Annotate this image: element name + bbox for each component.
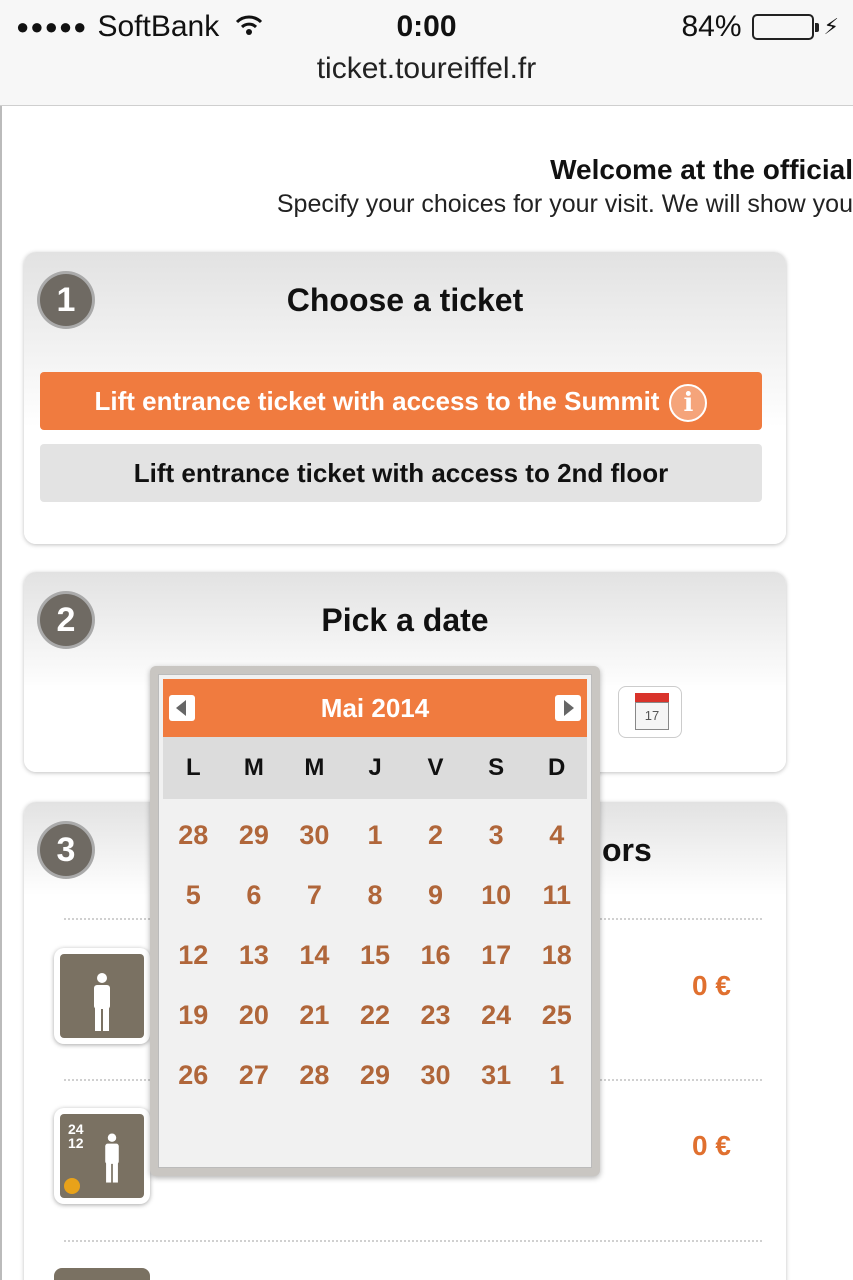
calendar-day[interactable]: 12: [178, 940, 209, 970]
battery-percent: 84%: [681, 10, 742, 43]
step1-badge: 1: [40, 274, 92, 326]
calendar-day[interactable]: 9: [428, 880, 444, 910]
calendar-day[interactable]: 1: [367, 820, 383, 850]
calendar-day[interactable]: 7: [306, 880, 322, 910]
weekday-label: D: [548, 754, 566, 781]
clock: 0:00: [396, 10, 457, 43]
calendar-icon-day: 17: [635, 702, 669, 730]
calendar-day[interactable]: 29: [359, 1060, 391, 1090]
welcome-subtitle: Specify your choices for your visit. We will show you: [276, 190, 853, 218]
chevron-left-icon: [176, 700, 186, 716]
info-icon[interactable]: i: [669, 384, 707, 422]
youth-person-icon: [54, 1108, 150, 1204]
person-glyph-icon: [101, 1132, 123, 1184]
weekday-label: V: [427, 754, 444, 781]
prev-month-button[interactable]: [169, 695, 195, 721]
calendar-day[interactable]: 4: [549, 820, 565, 850]
row-divider: [64, 1240, 762, 1242]
calendar-day[interactable]: 2: [428, 820, 444, 850]
calendar-day[interactable]: 19: [178, 1000, 209, 1030]
calendar-day[interactable]: 26: [178, 1060, 209, 1090]
calendar-day[interactable]: 15: [359, 940, 391, 970]
calendar-day[interactable]: 10: [481, 880, 512, 910]
welcome-heading: Welcome at the official: [550, 154, 853, 185]
adult-price: 0 €: [692, 970, 731, 1001]
datepicker-header: [163, 679, 587, 737]
calendar-day[interactable]: 16: [420, 940, 451, 970]
calendar-day[interactable]: 8: [367, 880, 383, 910]
calendar-day[interactable]: 6: [246, 880, 262, 910]
chevron-right-icon: [564, 700, 574, 716]
weekday-label: J: [368, 754, 382, 781]
calendar-day[interactable]: 13: [238, 940, 269, 970]
calendar-day[interactable]: 18: [541, 940, 572, 970]
status-bar: [0, 8, 853, 48]
weekday-label: M: [304, 754, 325, 781]
calendar-day[interactable]: 31: [481, 1060, 512, 1090]
calendar-day[interactable]: 27: [238, 1060, 269, 1090]
calendar-day[interactable]: 20: [238, 1000, 269, 1030]
datepicker-body: [158, 674, 592, 1168]
coin-badge-icon: [64, 1178, 80, 1194]
person-glyph-icon: [89, 972, 115, 1032]
calendar-day[interactable]: 23: [420, 1000, 451, 1030]
calendar-day[interactable]: 22: [359, 1000, 391, 1030]
step2-badge: 2: [40, 594, 92, 646]
calendar-day[interactable]: 25: [541, 1000, 572, 1030]
next-row-icon-partial: [54, 1268, 150, 1280]
month-label: Mai 2014: [320, 693, 430, 723]
calendar-day[interactable]: 28: [178, 820, 209, 850]
battery-group: [682, 10, 840, 44]
address-bar[interactable]: ticket.toureiffel.fr: [316, 52, 537, 85]
ticket-option-summit[interactable]: [40, 372, 762, 430]
calendar-day[interactable]: 17: [481, 940, 512, 970]
ticket-option-2nd-floor-label: Lift entrance ticket with access to 2nd floor: [133, 458, 669, 488]
datepicker-popup: [150, 666, 600, 1176]
age-range-text: 24 12: [68, 1121, 84, 1151]
step1-title: Choose a ticket: [286, 282, 524, 318]
step3-title: ors: [602, 832, 652, 868]
youth-price: 0 €: [692, 1130, 731, 1161]
weekday-label: L: [185, 754, 201, 781]
weekday-header: [163, 737, 587, 799]
calendar-day[interactable]: 24: [481, 1000, 512, 1030]
weekday-label: M: [243, 754, 264, 781]
step1-panel: [24, 252, 786, 544]
calendar-day[interactable]: 1: [549, 1060, 565, 1090]
ticket-option-summit-label: Lift entrance ticket with access to the Summit: [94, 386, 660, 416]
calendar-day[interactable]: 30: [420, 1060, 451, 1090]
calendar-day[interactable]: 21: [299, 1000, 330, 1030]
adult-person-icon: [54, 948, 150, 1044]
step3-badge: 3: [40, 824, 92, 876]
day-grid: [163, 805, 587, 1105]
calendar-day[interactable]: 14: [299, 940, 330, 970]
browser-top-bar: [0, 0, 853, 106]
step2-title: Pick a date: [321, 602, 489, 638]
charging-icon: ⚡: [823, 14, 839, 39]
calendar-button[interactable]: [618, 686, 682, 738]
battery-icon: [752, 14, 814, 40]
calendar-day[interactable]: 11: [542, 880, 571, 910]
weekday-label: S: [488, 754, 505, 781]
signal-strength-icon: ●●●●●: [16, 14, 88, 39]
next-month-button[interactable]: [555, 695, 581, 721]
carrier-name: SoftBank: [97, 10, 220, 43]
ticket-option-2nd-floor[interactable]: [40, 444, 762, 502]
calendar-day[interactable]: 29: [238, 820, 269, 850]
calendar-day[interactable]: 28: [299, 1060, 330, 1090]
calendar-day[interactable]: 3: [488, 820, 504, 850]
calendar-icon: [635, 693, 669, 702]
calendar-day[interactable]: 5: [185, 880, 201, 910]
calendar-day[interactable]: 30: [299, 820, 330, 850]
